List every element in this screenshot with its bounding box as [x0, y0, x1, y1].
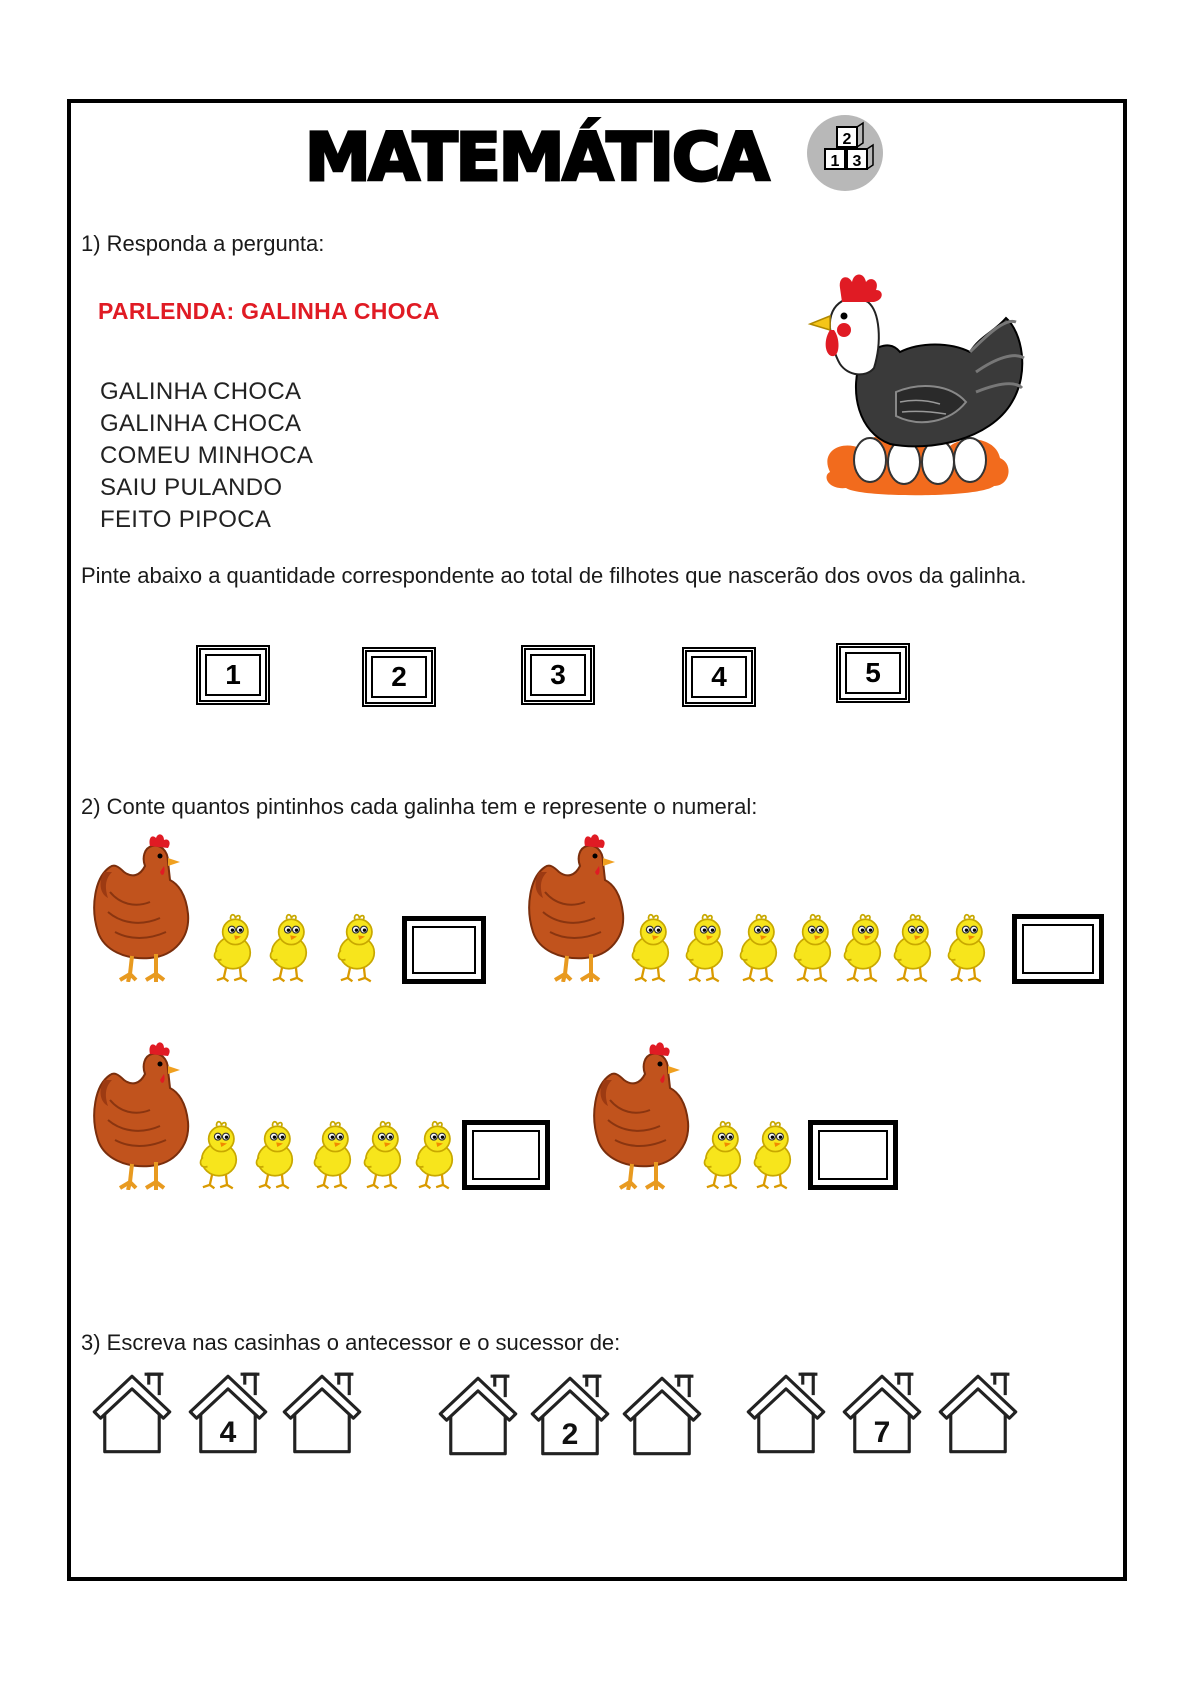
option-number: 4 — [711, 661, 727, 692]
verse-line: COMEU MINHOCA — [100, 442, 314, 469]
parlenda-title: PARLENDA: GALINHA CHOCA — [98, 298, 440, 324]
badge-digit-right: 3 — [852, 153, 862, 170]
chick-illustration — [944, 913, 990, 983]
chick-illustration — [252, 1120, 298, 1190]
chick-illustration — [334, 913, 380, 983]
option-number: 3 — [550, 659, 566, 690]
hen-illustration — [525, 832, 635, 982]
chick-illustration — [840, 913, 886, 983]
question-2-prompt: 2) Conte quantos pintinhos cada galinha tem e represente o numeral: — [81, 794, 758, 819]
question-1-prompt: 1) Responda a pergunta: — [81, 231, 325, 256]
option-number: 5 — [865, 657, 881, 688]
verse-line: SAIU PULANDO — [100, 474, 283, 501]
title-text: MATEMÁTICA — [305, 119, 768, 196]
number-blocks-icon — [805, 113, 885, 193]
option-number: 1 — [225, 659, 241, 690]
option-box-4[interactable] — [682, 647, 756, 707]
hen-illustration — [90, 1040, 200, 1190]
chick-illustration — [628, 913, 674, 983]
option-box-3[interactable] — [521, 645, 595, 705]
option-number: 2 — [391, 661, 407, 692]
house-number-value: 2 — [561, 1418, 579, 1451]
option-box-2[interactable] — [362, 647, 436, 707]
house-successor[interactable] — [620, 1372, 704, 1460]
house-predecessor[interactable] — [436, 1372, 520, 1460]
badge-digit-top: 2 — [842, 131, 852, 148]
answer-box-group-4[interactable] — [808, 1120, 898, 1190]
page-title — [295, 108, 815, 198]
chick-illustration — [736, 913, 782, 983]
house-number-value: 7 — [873, 1416, 891, 1449]
chick-illustration — [266, 913, 312, 983]
house-successor[interactable] — [280, 1370, 364, 1458]
house-predecessor[interactable] — [90, 1370, 174, 1458]
answer-box-group-3[interactable] — [462, 1120, 550, 1190]
answer-box-group-2[interactable] — [1012, 914, 1104, 984]
chick-illustration — [700, 1120, 746, 1190]
verse-line: GALINHA CHOCA — [100, 378, 302, 405]
chick-illustration — [890, 913, 936, 983]
answer-box-group-1[interactable] — [402, 916, 486, 984]
chick-illustration — [196, 1120, 242, 1190]
chick-illustration — [310, 1120, 356, 1190]
chick-illustration — [750, 1120, 796, 1190]
house-number — [186, 1370, 270, 1458]
question-3-prompt: 3) Escreva nas casinhas o antecessor e o sucessor de: — [81, 1330, 621, 1355]
chick-illustration — [412, 1120, 458, 1190]
hen-illustration — [90, 832, 200, 982]
house-number — [528, 1372, 612, 1460]
house-predecessor[interactable] — [744, 1370, 828, 1458]
option-box-5[interactable] — [836, 643, 910, 703]
house-number-value: 4 — [219, 1416, 237, 1449]
black-hen-on-nest-illustration — [800, 272, 1040, 512]
badge-digit-left: 1 — [830, 153, 840, 170]
verse-line: GALINHA CHOCA — [100, 410, 302, 437]
hen-illustration — [590, 1040, 700, 1190]
chick-illustration — [360, 1120, 406, 1190]
house-number — [840, 1370, 924, 1458]
house-successor[interactable] — [936, 1370, 1020, 1458]
question-1-instruction: Pinte abaixo a quantidade correspondente ao total de filhotes que nascerão dos ovos da galinha. — [81, 563, 1027, 588]
verse-line: FEITO PIPOCA — [100, 506, 272, 533]
option-box-1[interactable] — [196, 645, 270, 705]
chick-illustration — [682, 913, 728, 983]
chick-illustration — [210, 913, 256, 983]
chick-illustration — [790, 913, 836, 983]
